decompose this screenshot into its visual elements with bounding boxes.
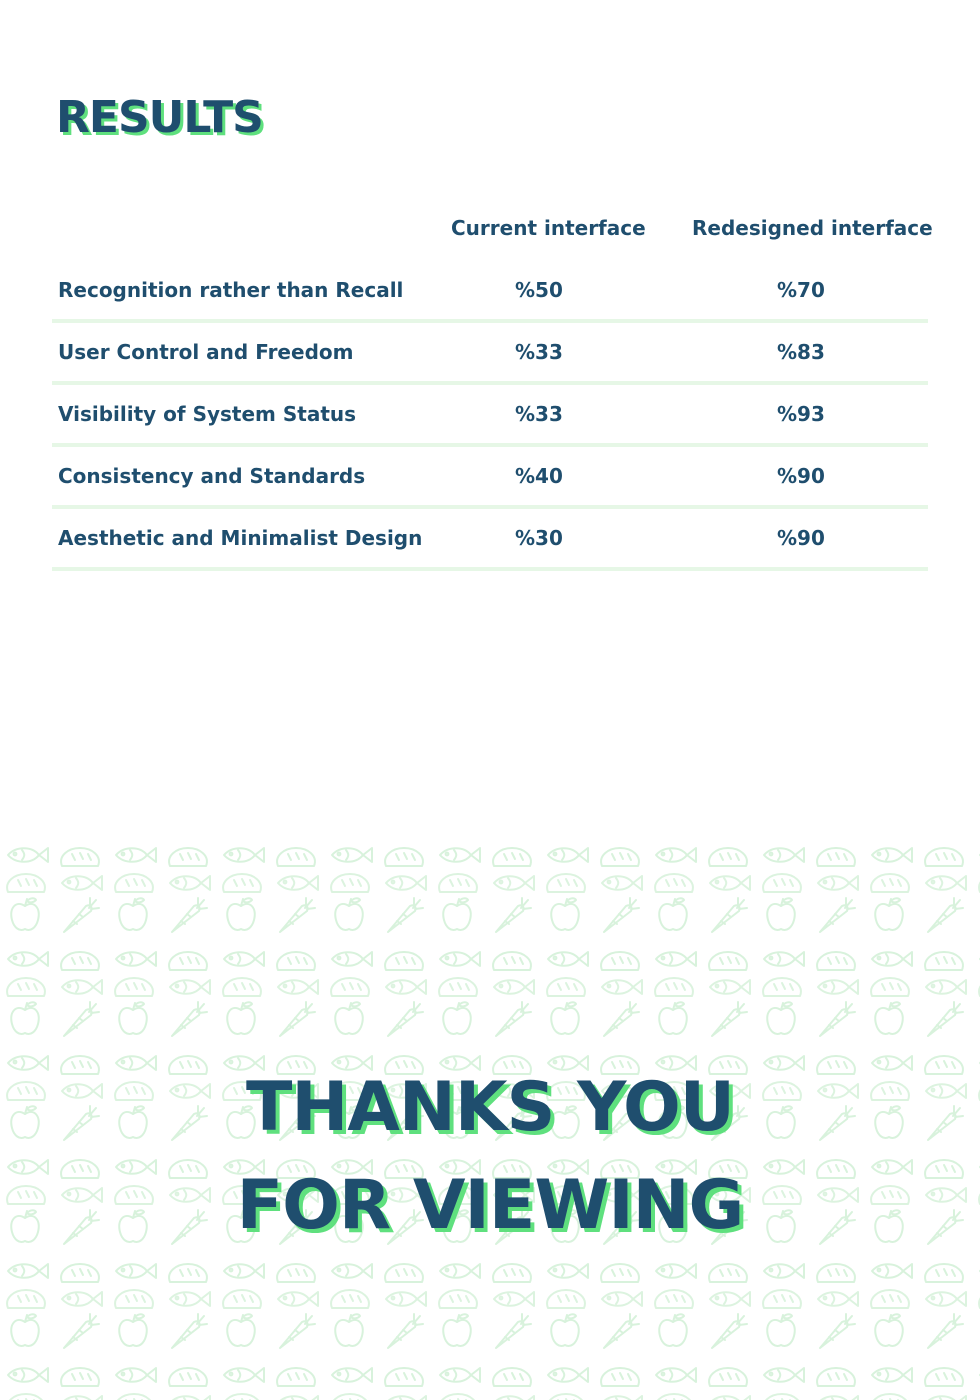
heuristic-label: Visibility of System Status: [58, 402, 357, 426]
column-header-redesigned: Redesigned interface: [692, 216, 933, 240]
heuristic-label: Aesthetic and Minimalist Design: [58, 526, 423, 550]
results-table: [52, 261, 928, 571]
current-score: %33: [515, 340, 563, 364]
table-row: [52, 323, 928, 385]
redesigned-score: %93: [777, 402, 825, 426]
closing-line-1: THANKS YOU: [245, 1068, 734, 1147]
redesigned-score: %83: [777, 340, 825, 364]
heuristic-label: Recognition rather than Recall: [58, 278, 404, 302]
current-score: %50: [515, 278, 563, 302]
closing-line-2: FOR VIEWING: [236, 1166, 744, 1245]
redesigned-score: %70: [777, 278, 825, 302]
column-header-current: Current interface: [451, 216, 646, 240]
table-row: [52, 385, 928, 447]
current-score: %40: [515, 464, 563, 488]
table-row: [52, 261, 928, 323]
table-row: [52, 509, 928, 571]
page-title: RESULTS: [56, 92, 263, 143]
heuristic-label: User Control and Freedom: [58, 340, 354, 364]
current-score: %33: [515, 402, 563, 426]
redesigned-score: %90: [777, 526, 825, 550]
redesigned-score: %90: [777, 464, 825, 488]
table-row: [52, 447, 928, 509]
current-score: %30: [515, 526, 563, 550]
heuristic-label: Consistency and Standards: [58, 464, 366, 488]
